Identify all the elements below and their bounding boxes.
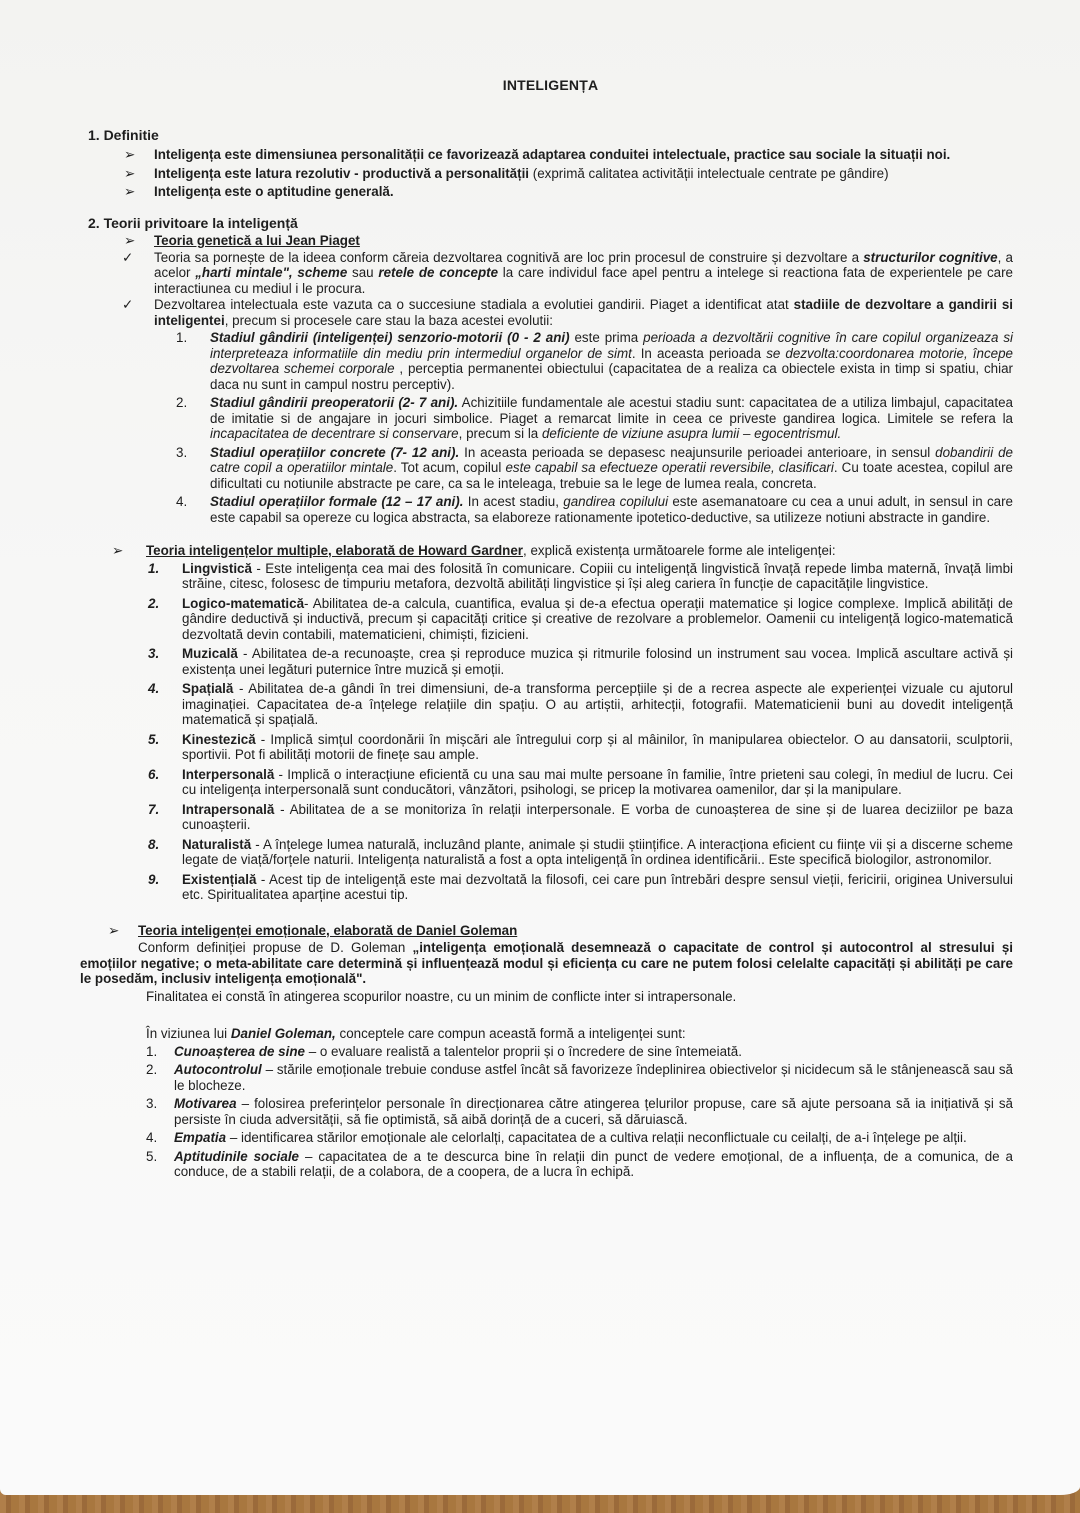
arrow-bullet-icon: ➢ xyxy=(112,543,124,558)
concept-item: 1. Cunoașterea de sine – o evaluare realistă a talentelor proprii și o încredere de sine întemeiată. xyxy=(146,1043,742,1059)
definition-item: ➢ Inteligența este dimensiunea personalității ce favorizează adaptarea conduitei intelectuale, practice sau sociale la situații noi. xyxy=(124,147,951,162)
form-item: 7. Intrapersonală - Abilitatea de a se monitoriza în relații interpersonale. E vorba de cunoașterea de sine și de luarea deciziilor pe baza cunoașterii. xyxy=(148,801,1013,832)
goleman-finality: Finalitatea ei constă în atingerea scopurilor noastre, cu un minim de conflicte inter si intrapersonale. xyxy=(146,988,737,1004)
stage-item: 1. Stadiul gândirii (inteligenței) senzorio-motorii (0 - 2 ani) este prima perioada a dezvoltării cognitive în care copilul organizeaza si interpreteaza informatiile din mediu prin intermediul organelor de simt. In aceasta perioada se dezvolta:coordonarea motorie, începe dezvoltarea schemei corporale , perceptia permanentei obiectului (capacitatea de a realiza ca obiectele exista in timp si spatiu, chiar daca nu sunt in campul nostru perceptiv). xyxy=(176,330,1013,392)
definition-item: ➢ Inteligența este o aptitudine generală. xyxy=(124,184,394,199)
definitions-list xyxy=(88,147,1013,200)
document-content xyxy=(80,77,1014,1183)
form-item: 5. Kinestezică - Implică simțul coordonării în mișcări ale întregului corp și al mâinilor, în manipularea obiectelor. O au dansatorii, sculptorii, sportivii. Pot fi abilități motorii de finețe sau ample. xyxy=(148,731,1013,762)
concept-item: 3. Motivarea – folosirea preferințelor personale în direcționarea către atingerea țelurilor propuse, care să ajute persoana să ia inițiativă și să persiste în ciuda adversității, să fie optimistă, să aibă dorință de a cuceri, să dăruiască. xyxy=(146,1096,1013,1127)
piaget-stages-list xyxy=(88,330,1013,525)
arrow-bullet-icon: ➢ xyxy=(124,233,136,248)
gardner-theory-heading: ➢ Teoria inteligențelor multiple, elaborată de Howard Gardner, explică existența următoarele forme ale inteligenței: xyxy=(112,543,836,558)
document-title: INTELIGENȚA xyxy=(502,77,599,93)
stage-item: 4. Stadiul operațiilor formale (12 – 17 ani). In acest stadiu, gandirea copilului este asemanatoare cu cea a unui adult, in sensul in care este capabil sa opereze cu logica abstracta, sa elaboreze rationamente ipotetico-deductive, sa utilizeze notiuni abstracte in gandire. xyxy=(176,494,1014,525)
form-item: 4. Spațială - Abilitatea de-a gândi în trei dimensiuni, de-a transforma percepțiile și de a recrea aspecte ale experienței vizuale cu ajutorul imaginației. Capacitatea de-a înțelege relațiile din spațiu. O au artiștii, arhitecții, fotografii. Matematicienii buni au dovedit inteligență matematică și spațială. xyxy=(148,681,1013,727)
definition-item: ➢ Inteligența este latura rezolutiv - productivă a personalității (exprimă calitatea activității intelectuale centrate pe gândire) xyxy=(124,165,889,181)
form-item: 9. Existențială - Acest tip de inteligență este mai dezvoltată la filosofi, cei care pun întrebări despre sensul vieții, fericirii, originea Universului etc. Spiritualitatea aparține acestui tip. xyxy=(148,871,1013,902)
arrow-bullet-icon: ➢ xyxy=(124,147,136,162)
section-teorii-heading: 2. Teorii privitoare la inteligență xyxy=(88,214,298,231)
piaget-theory-heading: ➢ Teoria genetică a lui Jean Piaget xyxy=(124,233,360,248)
stage-item: 2. Stadiul gândirii preoperatorii (2- 7 ani). Achizitiile fundamentale ale acestui stadiu sunt: capacitatea de a utiliza limbajul, capacitatea de imitatie si de angajare in jocuri simbolice. Piaget a remarcat limite in ceea ce priveste gandirea logica. Limitele se refera la incapacitatea de decentrare si conservare, precum si la deficiente de viziune asupra lumii – egocentrismul. xyxy=(176,395,1013,441)
intelligence-forms-list xyxy=(88,561,1013,903)
piaget-check-item: ✓ Dezvoltarea intelectuala este vazuta ca o succesiune stadiala a evolutiei gandirii. Piaget a identificat atat stadiile de dezvoltare a gandirii si inteligentei, precum si procesele care stau la baza acestei evolutii: xyxy=(122,297,1013,328)
form-item: 6. Interpersonală - Implică o interacțiune eficientă cu una sau mai multe persoane în familie, între prieteni sau colegi, în mediul de lucru. Cei cu inteligența interpersonală sunt conducători, vânzători, psihologi, se pricep la motivarea oamenilor, dar și la manipulare. xyxy=(148,766,1013,797)
goleman-concepts-intro: În viziunea lui Daniel Goleman, conceptele care compun această formă a inteligenței sunt: xyxy=(146,1026,686,1041)
checkmark-icon: ✓ xyxy=(122,249,134,265)
concept-item: 5. Aptitudinile sociale – capacitatea de a te descurca bine în relații din punct de vedere emoțional, de a influența, de a comunica, de a conduce, de a stabili relații, de a colabora, de a coopera, de a lucra în echipă. xyxy=(146,1148,1014,1179)
concept-item: 2. Autocontrolul – stările emoționale trebuie conduse astfel încât să favorizeze îndeplinirea obiectivelor și nicidecum să le stânjenească sau să le blocheze. xyxy=(146,1062,1013,1093)
piaget-check-item: ✓ Teoria sa pornește de la ideea conform căreia dezvoltarea cognitivă are loc prin procesul de construire și dezvoltare a structurilor cognitive, a acelor „harti mintale", scheme sau retele de concepte la care individul face apel pentru a intelege si reactiona fata de experientele pe care interactiunea cu mediul i le procura. xyxy=(122,249,1013,296)
arrow-bullet-icon: ➢ xyxy=(124,184,136,199)
form-item: 2. Logico-matematică- Abilitatea de-a calcula, cuantifica, evalua și de-a efectua operații matematice și logice complexe. Implică abilități de gândire deductivă și inductivă, precum și capacități critice și creative de rezolvare a problemelor. Oamenii cu inteligență logico-matematică dezvoltată devin contabili, matematicieni, chimiști, fizicieni. xyxy=(148,595,1013,642)
goleman-theory-heading: ➢ Teoria inteligenței emoționale, elaborată de Daniel Goleman xyxy=(108,922,518,938)
arrow-bullet-icon: ➢ xyxy=(124,165,136,181)
goleman-concepts-list xyxy=(88,1044,1013,1180)
arrow-bullet-icon: ➢ xyxy=(108,922,120,938)
form-item: 1. Lingvistică - Este inteligența cea mai des folosită în comunicare. Copiii cu inteligență lingvistică învață repede limba maternă, învață limbi străine, citesc, folosesc de timpuriu metafora, dezvoltă abilități lingvistice și își aleg cariera în funcție de capacitățile lingvistice. xyxy=(148,560,1013,591)
stage-item: 3. Stadiul operațiilor concrete (7- 12 ani). In aceasta perioada se depasesc neajunsurile perioadei anterioare, in sensul dobandirii de catre copil a operatiilor mintale. Tot acum, copilul este capabil sa efectueze operatii reversibile, clasificari. Cu toate acestea, copilul are dificultati cu notiunile abstracte pe care, ca sa le inteleaga, trebuie sa le lege de lumea reala, concreta. xyxy=(176,444,1013,491)
section-definitie-heading: 1. Definitie xyxy=(88,126,159,143)
checkmark-icon: ✓ xyxy=(122,297,134,312)
form-item: 8. Naturalistă - A înțelege lumea naturală, incluzând plante, animale și studii științifice. A interacționa eficient cu ființe vii și a discerne scheme legate de viață/forțele naturii. Inteligența naturalistă a fost a opta inteligență în ordinea identificării.. Este specifică biologilor, astronomilor. xyxy=(148,836,1013,867)
goleman-definition: Conform definiției propuse de D. Goleman „inteligența emoțională desemnează o capacitate de control și autocontrol al stresului și emoțiilor negative; o meta-abilitate care determină și influențează modul și eficiența cu care ne putem folosi celelalte capacități și abilități pe care le posedăm, inclusiv inteligența emoțională". xyxy=(80,940,1013,986)
concept-item: 4. Empatia – identificarea stărilor emoționale ale celorlalți, capacitatea de a cultiva relații neconflictuale cu ceilalți, de a-i înțelege pe alții. xyxy=(146,1130,967,1145)
form-item: 3. Muzicală - Abilitatea de-a recunoaște, crea și reproduce muzica și ritmurile folosind un instrument sau vocea. Implică ascultare activă și existența unei legături puternice între muzică și emoții. xyxy=(148,646,1013,677)
